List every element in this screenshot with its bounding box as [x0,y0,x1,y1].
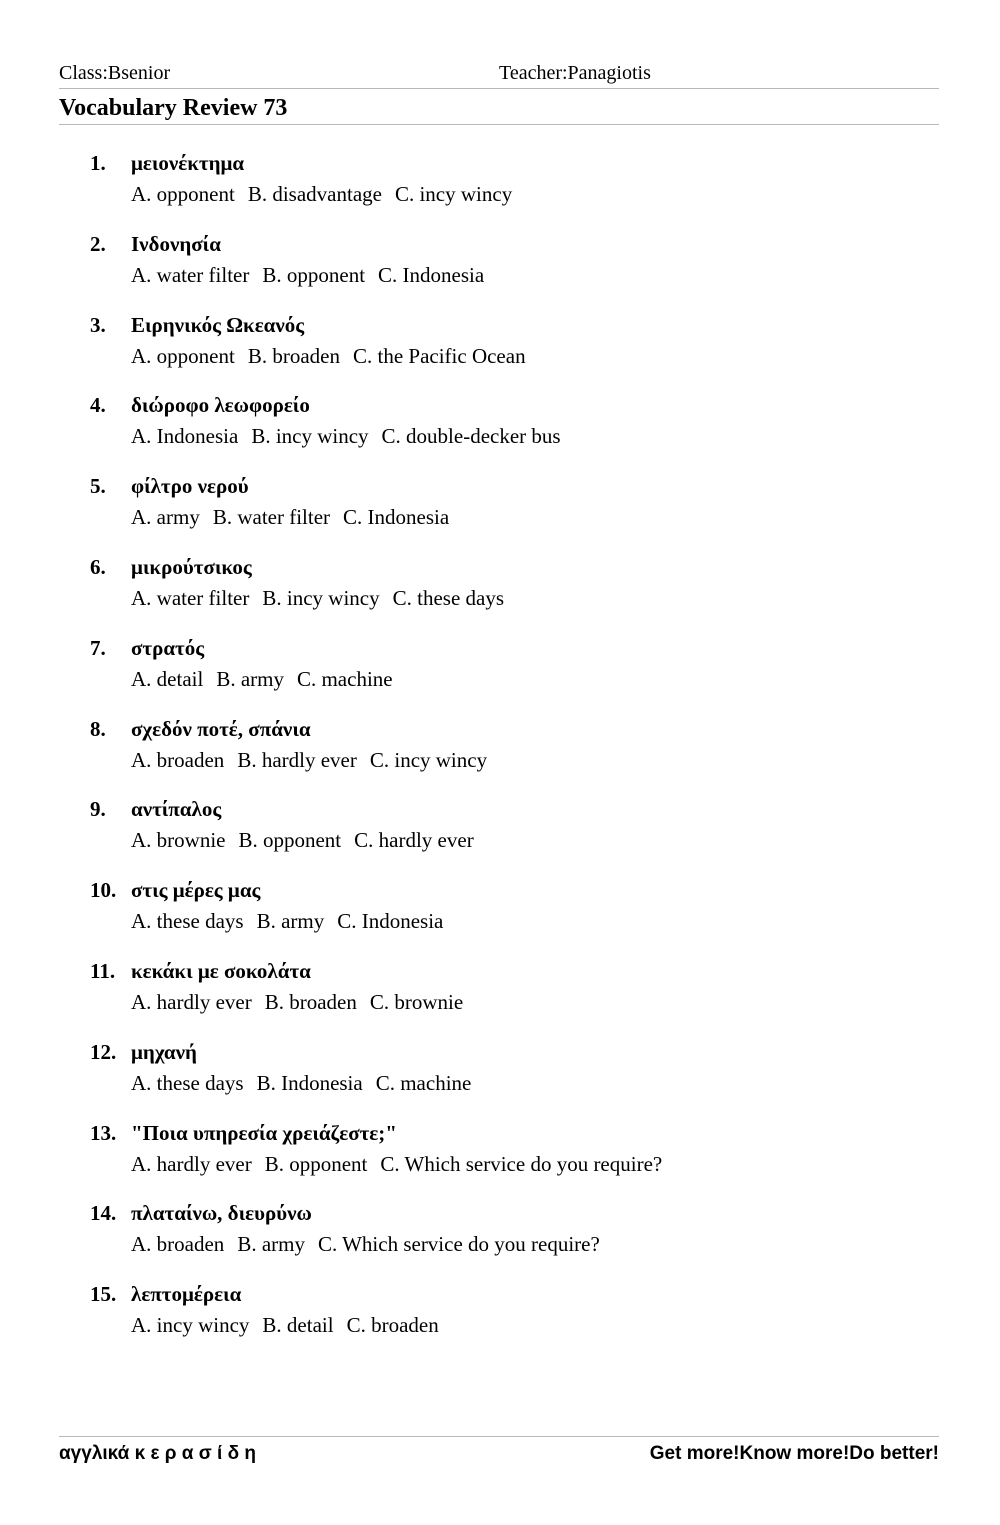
question-number: 12. [90,1039,117,1064]
answer-option[interactable]: B. Indonesia [256,1070,363,1095]
answer-option[interactable]: B. broaden [247,343,340,368]
answer-option[interactable]: B. broaden [264,989,357,1014]
question-number: 2. [90,231,106,256]
answer-option[interactable]: C. Which service do you require? [380,1151,663,1176]
answer-option[interactable]: C. Indonesia [337,909,444,934]
answer-option[interactable]: B. incy wincy [262,585,380,610]
answer-option[interactable]: B. opponent [238,828,342,853]
answer-options [131,664,406,694]
answer-option[interactable]: A. opponent [131,343,235,368]
question-prompt: αντίπαλος [131,797,222,822]
question-prompt: "Ποια υπηρεσία χρειάζεστε;" [131,1120,397,1145]
question-item [90,1037,930,1118]
question-item [90,1279,930,1360]
footer-brand: αγγλικά κ ε ρ α σ ί δ η [59,1443,256,1464]
answer-option[interactable]: A. incy wincy [131,1313,250,1338]
answer-options [131,583,517,613]
footer-slogan: Get more!Know more!Do better! [649,1443,939,1464]
answer-option[interactable]: C. Indonesia [378,262,485,287]
question-number: 14. [90,1201,117,1226]
footer [59,1436,939,1471]
question-item [90,714,930,795]
answer-options [131,260,497,290]
question-item [90,794,930,875]
answer-option[interactable]: A. army [131,505,200,530]
answer-options [131,745,500,775]
question-item [90,875,930,956]
answer-options [131,502,462,532]
question-number: 10. [90,878,117,903]
question-item [90,148,930,229]
question-item [90,229,930,310]
answer-option[interactable]: B. hardly ever [237,747,357,772]
answer-options [131,1068,484,1098]
answer-options [131,987,476,1017]
question-number: 6. [90,554,106,579]
answer-option[interactable]: B. opponent [262,262,366,287]
question-number: 5. [90,474,106,499]
question-prompt: λεπτομέρεια [131,1282,242,1307]
answer-option[interactable]: C. Which service do you require? [317,1232,600,1257]
question-number: 1. [90,151,106,175]
question-number: 11. [90,958,116,983]
question-prompt: στρατός [131,635,205,660]
question-item [90,471,930,552]
answer-option[interactable]: C. hardly ever [354,828,474,853]
question-prompt: πλαταίνω, διευρύνω [131,1201,312,1226]
answer-option[interactable]: B. water filter [212,505,331,530]
answer-option[interactable]: A. Indonesia [131,424,239,449]
question-number: 7. [90,635,106,660]
answer-option[interactable]: A. these days [131,909,244,934]
answer-options [131,906,456,936]
answer-option[interactable]: C. brownie [369,989,464,1014]
question-prompt: Ινδονησία [131,231,221,256]
question-prompt: σχεδόν ποτέ, σπάνια [131,716,311,741]
class-label: Class:Bsenior [59,62,171,84]
question-item [90,1198,930,1279]
answer-option[interactable]: A. broaden [131,747,225,772]
answer-option[interactable]: A. hardly ever [131,1151,252,1176]
answer-options [131,1310,452,1340]
question-prompt: στις μέρες μας [131,878,261,903]
title-row [59,93,939,125]
answer-option[interactable]: C. these days [392,585,505,610]
question-prompt: μηχανή [131,1039,197,1064]
teacher-label: Teacher:Panagiotis [499,62,651,84]
question-prompt: διώροφο λεωφορείο [131,393,310,418]
question-prompt: φίλτρο νερού [131,474,249,499]
answer-option[interactable]: B. army [237,1232,305,1257]
question-number: 9. [90,797,106,822]
answer-option[interactable]: C. Indonesia [343,505,450,530]
answer-option[interactable]: B. army [256,909,325,934]
answer-option[interactable]: C. the Pacific Ocean [352,343,526,368]
answer-options [131,825,487,855]
answer-options [131,179,525,209]
answer-option[interactable]: B. army [216,666,284,691]
answer-option[interactable]: B. incy wincy [251,424,369,449]
answer-option[interactable]: A. broaden [131,1232,225,1257]
answer-option[interactable]: C. broaden [346,1313,439,1338]
answer-option[interactable]: C. incy wincy [369,747,488,772]
page-title: Vocabulary Review 73 [59,95,288,121]
question-item [90,310,930,391]
answer-options [131,341,539,371]
answer-options [131,1229,613,1259]
answer-option[interactable]: A. these days [131,1070,244,1095]
question-prompt: κεκάκι με σοκολάτα [131,958,311,983]
question-number: 4. [90,393,106,418]
answer-option[interactable]: C. double-decker bus [381,424,561,449]
answer-options [131,1149,675,1179]
answer-options [131,421,574,451]
answer-option[interactable]: A. water filter [131,585,250,610]
answer-option[interactable]: C. incy wincy [394,182,513,206]
answer-option[interactable]: C. machine [375,1070,472,1095]
question-number: 13. [90,1120,117,1145]
question-prompt: μειονέκτημα [131,151,245,175]
question-number: 8. [90,716,106,741]
question-item [90,1118,930,1199]
answer-option[interactable]: A. detail [131,666,204,691]
question-item [90,390,930,471]
answer-option[interactable]: B. opponent [264,1151,368,1176]
answer-option[interactable]: A. opponent [131,182,235,206]
answer-option[interactable]: A. hardly ever [131,989,252,1014]
answer-option[interactable]: C. machine [296,666,393,691]
question-item [90,552,930,633]
question-prompt: Ειρηνικός Ωκεανός [131,312,305,337]
question-item [90,956,930,1037]
answer-option[interactable]: A. water filter [131,262,250,287]
question-item [90,633,930,714]
question-number: 3. [90,312,106,337]
question-prompt: μικρούτσικος [131,554,252,579]
question-number: 15. [90,1282,117,1307]
answer-option[interactable]: B. disadvantage [247,182,382,206]
header-row [59,62,939,89]
answer-option[interactable]: A. brownie [131,828,226,853]
question-list [90,148,930,1360]
answer-option[interactable]: B. detail [262,1313,334,1338]
